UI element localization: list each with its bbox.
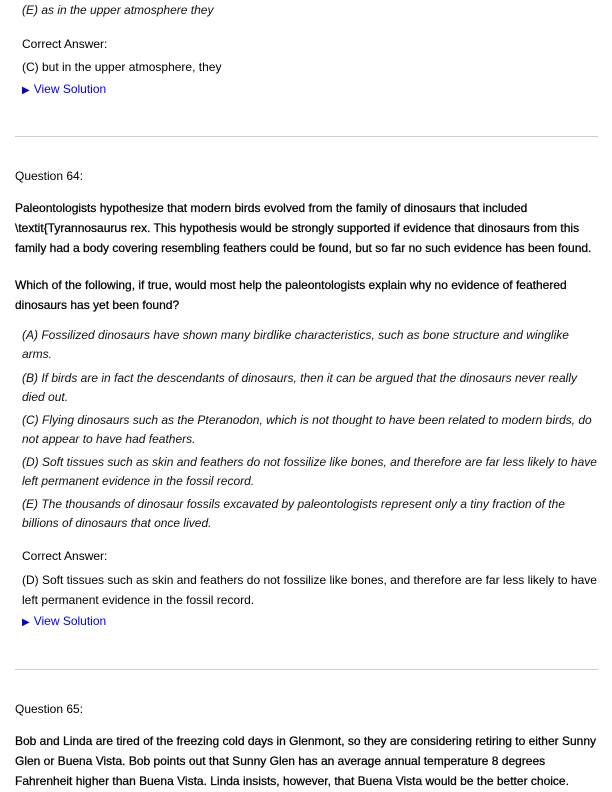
- view-solution-link[interactable]: [22, 614, 106, 628]
- view-solution-link[interactable]: [22, 82, 106, 96]
- question-64-header: Question 64:: [15, 169, 84, 183]
- option-a: (A) Fossilized dinosaurs have shown many birdlike characteristics, such as bone structure and winglike arms.: [22, 328, 569, 361]
- option-c: (C) Flying dinosaurs such as the Pteranodon, which is not thought to have been related to modern birds, do not appear to have had feathers.: [22, 413, 592, 446]
- expand-triangle-icon: ▶: [22, 85, 30, 96]
- option-d: (D) Soft tissues such as skin and feathers do not fossilize like bones, and therefore are far less likely to have left permanent evidence in the fossil record.: [22, 455, 597, 488]
- question-divider: [15, 136, 598, 137]
- question-65-passage: Bob and Linda are tired of the freezing cold days in Glenmont, so they are considering retiring to either Sunny Glen or Buena Vista. Bob points out that Sunny Glen has an average annual temperature 8 degrees Fahrenheit higher than Buena Vista. Linda insists, however, that Buena Vista would be the better choice.: [15, 734, 597, 788]
- previous-option-e: (E) as in the upper atmosphere they: [22, 3, 214, 17]
- correct-answer-text: (D) Soft tissues such as skin and feathers do not fossilize like bones, and therefore are far less likely to have left permanent evidence in the fossil record.: [22, 573, 597, 607]
- question-64-passage: Paleontologists hypothesize that modern birds evolved from the family of dinosaurs that included \textit{Tyrannosaurus rex. This hypothesis would be strongly supported if evidence that dinosaurs from this family had a body covering resembling feathers could be found, but so far no such evidence has been found.: [15, 201, 592, 255]
- view-solution-label: View Solution: [33, 614, 107, 628]
- view-solution-label: View Solution: [33, 82, 107, 96]
- expand-triangle-icon: ▶: [22, 617, 30, 628]
- correct-answer-label: Correct Answer:: [22, 37, 108, 51]
- correct-answer-label: Correct Answer:: [22, 549, 108, 563]
- question-divider: [15, 669, 598, 670]
- question-65-header: Question 65:: [15, 702, 84, 716]
- option-b: (B) If birds are in fact the descendants of dinosaurs, then it can be argued that the dinosaurs never really died out.: [22, 371, 577, 404]
- option-e: (E) The thousands of dinosaur fossils excavated by paleontologists represent only a tiny fraction of the billions of dinosaurs that once lived.: [22, 497, 565, 530]
- correct-answer-text: (C) but in the upper atmosphere, they: [22, 60, 222, 74]
- question-64-stem: Which of the following, if true, would most help the paleontologists explain why no evidence of feathered dinosaurs has yet been found?: [15, 278, 567, 312]
